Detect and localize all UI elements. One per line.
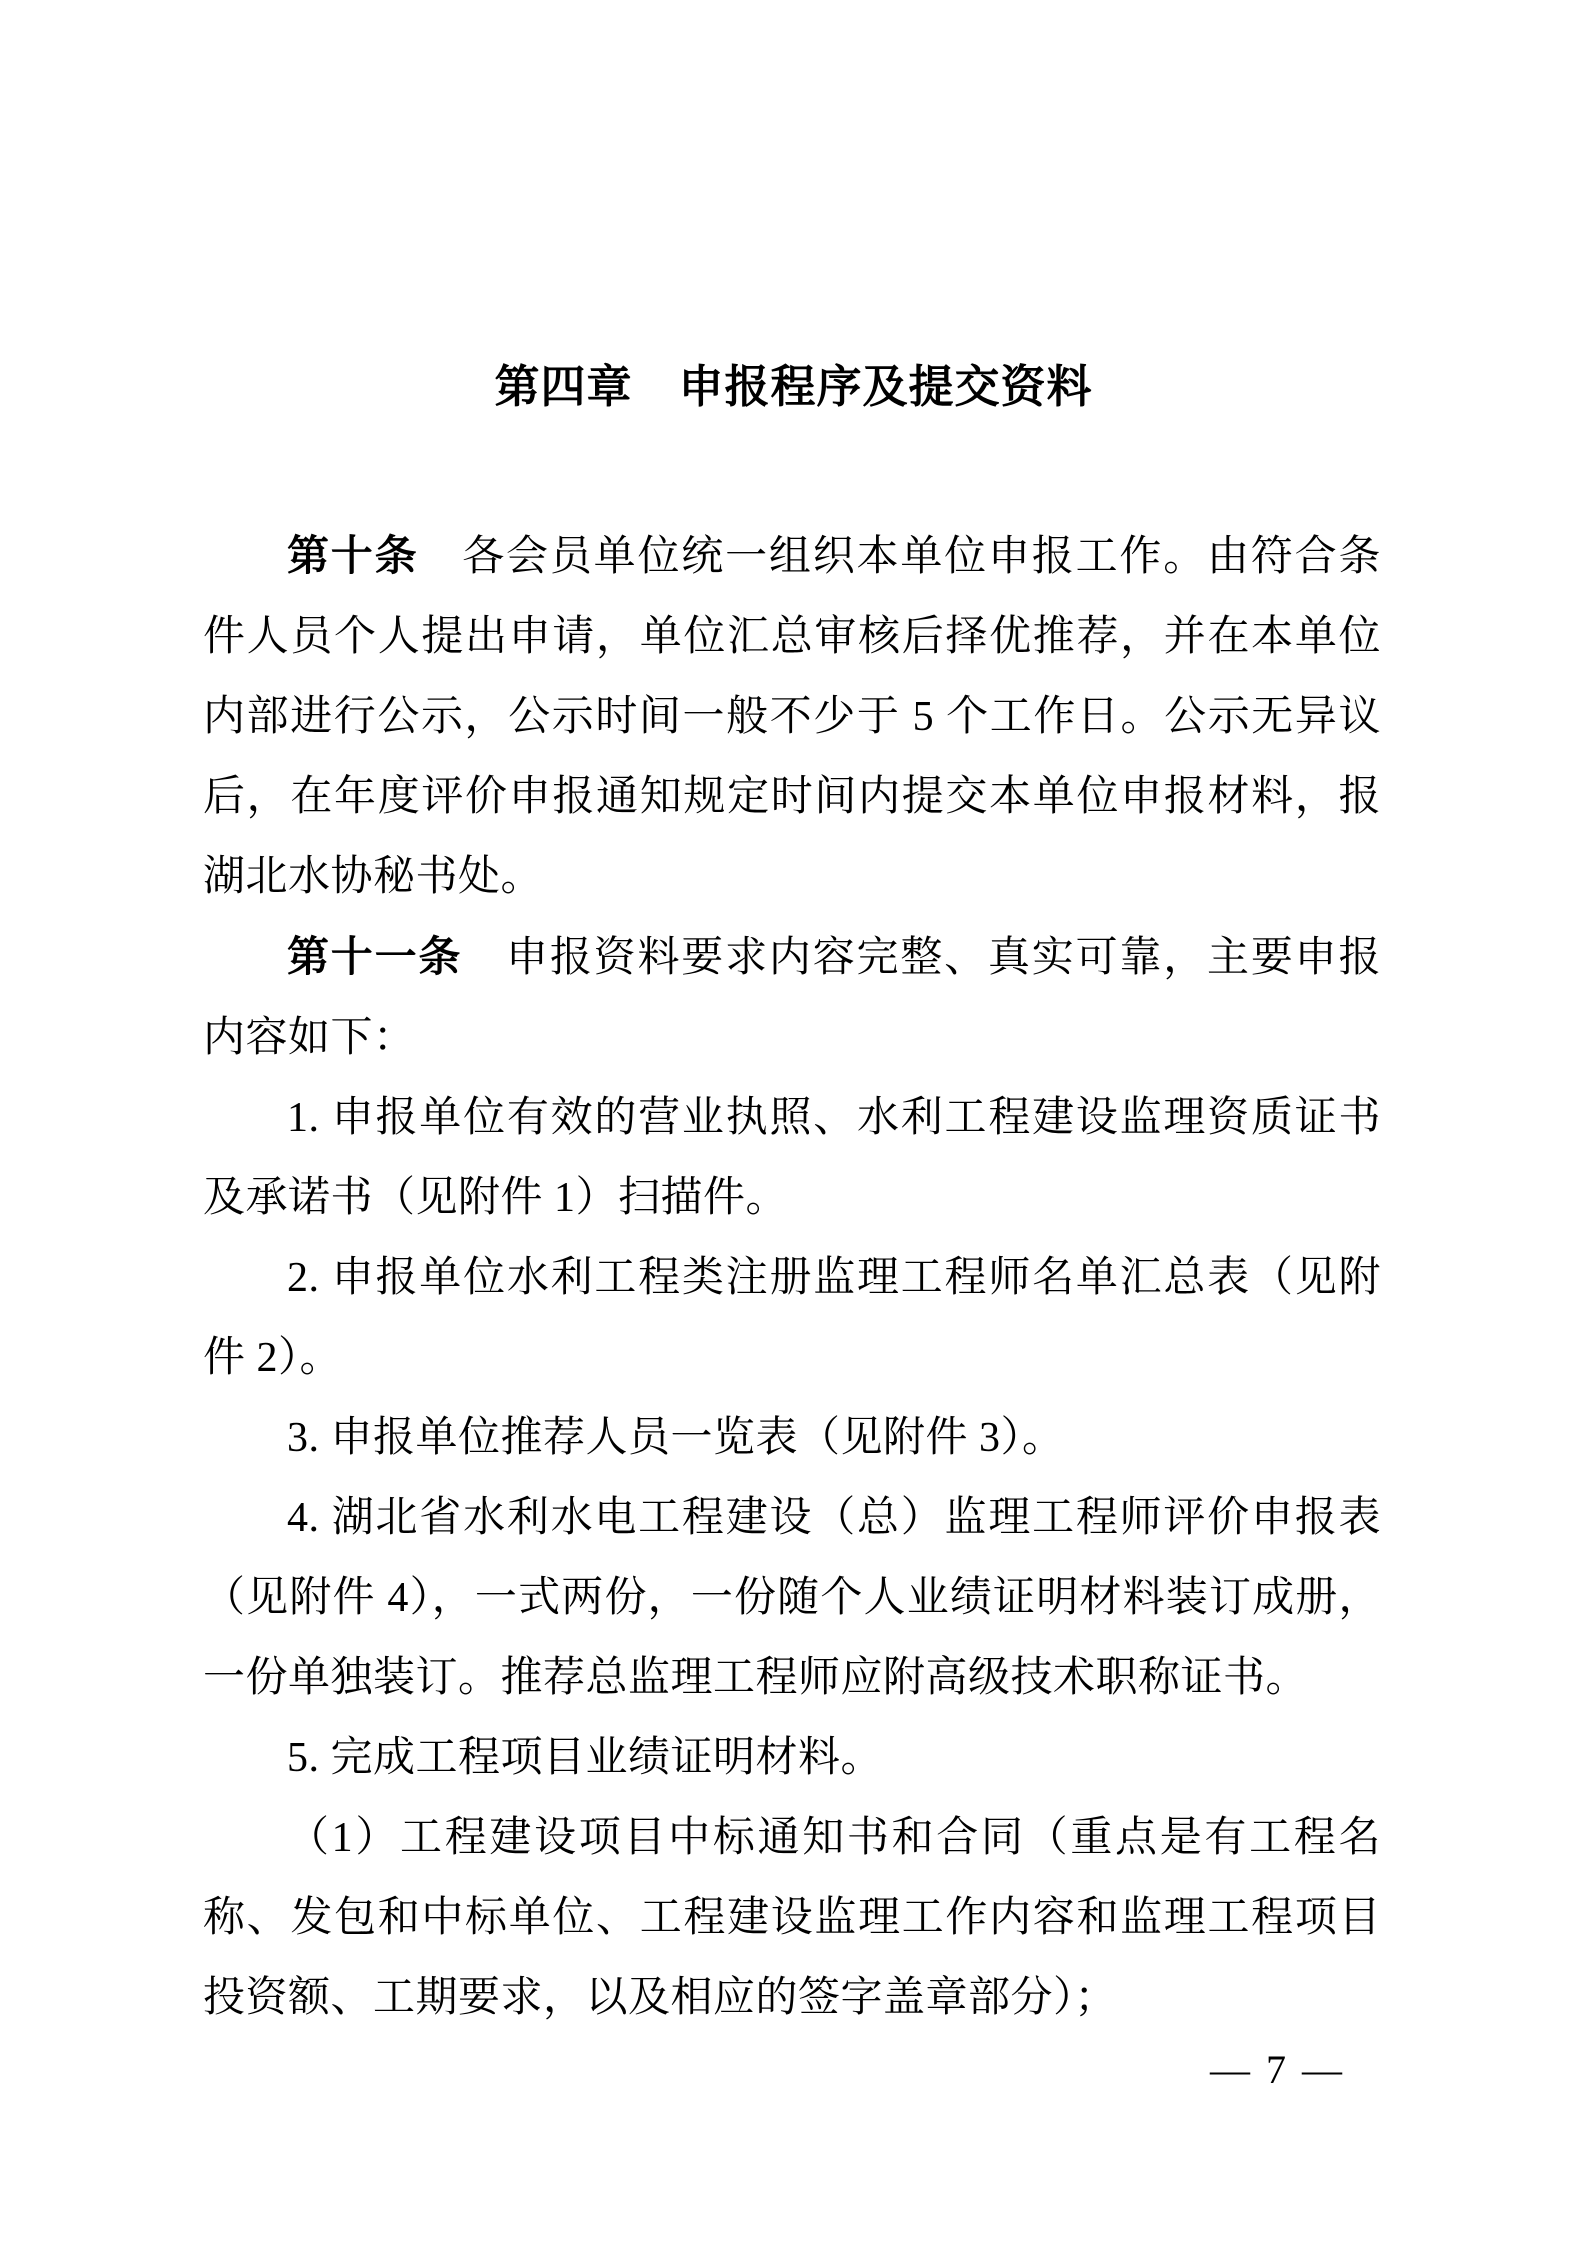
paragraph (203, 1798, 1381, 2038)
text-run: （1）工程建设项目中标通知书和合同（重点是有工程名称、发包和中标单位、工程建设监理工作内容和监理工程项目投资额、工期要求，以及相应的签字盖章部分）； (203, 1815, 1381, 2021)
paragraph (203, 1078, 1381, 1238)
text-run: 各会员单位统一组织本单位申报工作。由符合条件人员个人提出申请，单位汇总审核后择优推荐，并在本单位内部进行公示，公示时间一般不少于 5 个工作日。公示无异议后，在年度评价申报通知规定时间内提交本单位申报材料，报湖北水协秘书处。 (203, 534, 1381, 900)
text-run: 申报资料要求内容完整、真实可靠，主要申报内容如下： (203, 935, 1381, 1061)
text-run: 5. 完成工程项目业绩证明材料。 (287, 1735, 884, 1781)
body-text (203, 516, 1381, 2038)
text-run: 3. 申报单位推荐人员一览表（见附件 3）。 (287, 1415, 1065, 1461)
paragraph (203, 516, 1381, 917)
paragraph (203, 917, 1381, 1078)
page-number: — 7 — (1210, 2047, 1345, 2092)
text-run: 2. 申报单位水利工程类注册监理工程师名单汇总表（见附件 2）。 (203, 1255, 1381, 1381)
text-run: 1. 申报单位有效的营业执照、水利工程建设监理资质证书及承诺书（见附件 1）扫描件。 (203, 1095, 1381, 1221)
article-term: 第十条 (287, 532, 419, 579)
paragraph (203, 1718, 1381, 1798)
page-title: 第四章 申报程序及提交资料 (494, 361, 1093, 412)
text-run: 4. 湖北省水利水电工程建设（总）监理工程师评价申报表（见附件 4），一式两份，一份随个人业绩证明材料装订成册，一份单独装订。推荐总监理工程师应附高级技术职称证书。 (203, 1495, 1381, 1701)
paragraph (203, 1238, 1381, 1398)
article-term: 第十一条 (287, 933, 463, 980)
paragraph (203, 1478, 1381, 1718)
paragraph (203, 1398, 1381, 1478)
